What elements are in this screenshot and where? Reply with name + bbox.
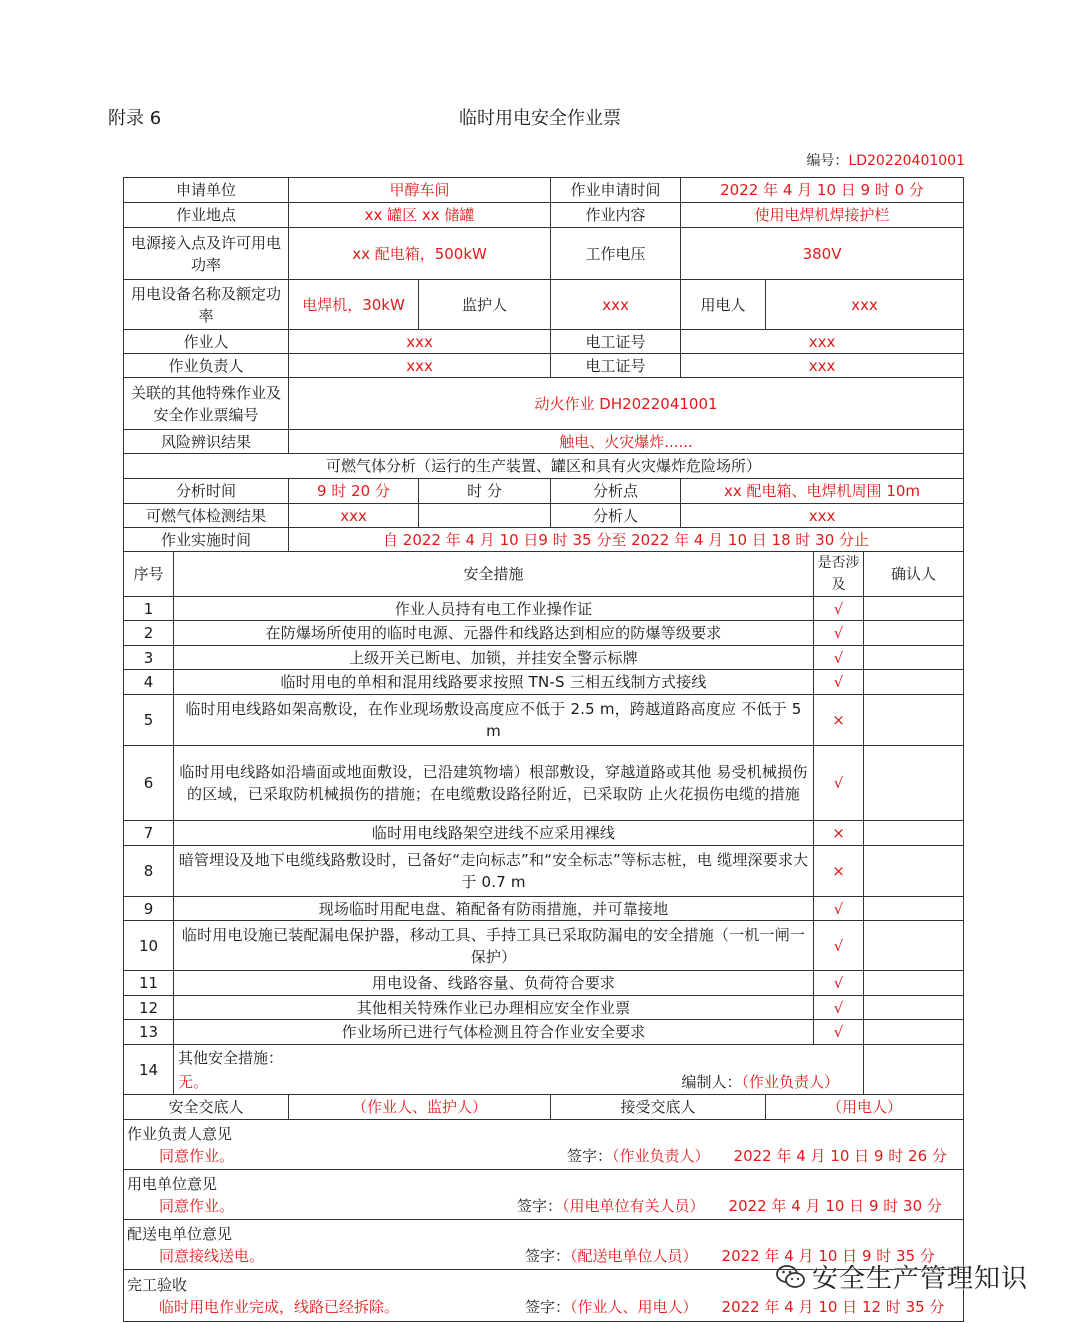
device-label: 用电设备名称及额定功率 <box>124 280 289 330</box>
signer: （用电单位有关人员） <box>562 1196 705 1215</box>
measure-text: 其他相关特殊作业已办理相应安全作业票 <box>174 996 814 1020</box>
opinion-signature <box>567 1145 947 1167</box>
sign-date: 2022 年 4 月 10 日 12 时 35 分 <box>721 1297 945 1316</box>
measure-no: 2 <box>124 621 174 646</box>
apply-time-value: 2022 年 4 月 10 日 9 时 0 分 <box>681 178 964 203</box>
opinion-label: 用电单位意见 <box>127 1174 218 1193</box>
work-period-label: 作业实施时间 <box>124 528 289 552</box>
measure-involved-mark: √ <box>814 996 864 1020</box>
document-number-label: 编号： <box>806 153 849 169</box>
sign-label: 签字： <box>525 1246 571 1265</box>
apply-time-label: 作业申请时间 <box>551 178 681 203</box>
row-risk <box>124 430 964 454</box>
measure-no: 7 <box>124 821 174 846</box>
measure-involved-mark: √ <box>814 597 864 621</box>
gas-result-label: 可燃气体检测结果 <box>124 504 289 528</box>
watermark <box>776 1258 1028 1295</box>
opinion-label: 作业负责人意见 <box>127 1124 233 1143</box>
measure-no: 11 <box>124 971 174 996</box>
measure-confirmer <box>864 921 964 971</box>
row-handover <box>124 1095 964 1120</box>
measure-text: 暗管埋设及地下电缆线路敷设时，已备好“走向标志”和“安全标志”等标志桩，电 缆埋深要求大于 0.7 m <box>174 846 814 897</box>
measure-involved-mark: √ <box>814 971 864 996</box>
sign-date: 2022 年 4 月 10 日 9 时 30 分 <box>728 1196 942 1215</box>
measure-confirmer <box>864 846 964 897</box>
measure-text: 作业人员持有电工作业操作证 <box>174 597 814 621</box>
page-title: 临时用电安全作业票 <box>459 108 621 129</box>
row-location <box>124 203 964 228</box>
handover-receiver-label: 接受交底人 <box>551 1095 766 1120</box>
signer: （配送电单位人员） <box>570 1246 698 1265</box>
measure-text: 上级开关已断电、加锁，并挂安全警示标牌 <box>174 646 814 670</box>
leader-cert-value: xxx <box>681 354 964 378</box>
other-measures-cell <box>174 1045 864 1095</box>
worker-cert-label: 电工证号 <box>551 330 681 354</box>
applicant-unit-value: 甲醇车间 <box>289 178 551 203</box>
analysis-time-label: 分析时间 <box>124 479 289 504</box>
row-period <box>124 528 964 552</box>
measure-row <box>124 646 964 670</box>
measure-text: 临时用电设施已装配漏电保护器，移动工具、手持工具已采取防漏电的安全措施（一机一闸一保护） <box>174 921 814 971</box>
opinion-signature <box>525 1296 944 1318</box>
measure-confirmer <box>864 897 964 921</box>
measure-no: 14 <box>124 1045 174 1095</box>
measure-text: 临时用电线路如架高敷设，在作业现场敷设高度应不低于 2.5 m，跨越道路高度应 不低于 5 m <box>174 695 814 746</box>
related-label: 关联的其他特殊作业及安全作业票编号 <box>124 378 289 430</box>
leader-label: 作业负责人 <box>124 354 289 378</box>
row-opinion-leader <box>124 1120 964 1170</box>
analysis-time-value: 9 时 20 分 <box>289 479 419 504</box>
measure-row <box>124 897 964 921</box>
wechat-icon <box>776 1264 806 1290</box>
measure-no: 4 <box>124 670 174 695</box>
analysis-point-value: xx 配电箱、电焊机周围 10m <box>681 479 964 504</box>
measure-involved-mark: √ <box>814 746 864 821</box>
measure-involved-mark: × <box>814 846 864 897</box>
row-measures-header <box>124 552 964 597</box>
row-gas-header <box>124 454 964 479</box>
leader-cert-label: 电工证号 <box>551 354 681 378</box>
power-point-label: 电源接入点及许可用电功率 <box>124 228 289 280</box>
measure-row <box>124 1020 964 1045</box>
worker-value: xxx <box>289 330 551 354</box>
opinion-value: 同意接线送电。 <box>159 1246 265 1265</box>
gas-result-value: xxx <box>289 504 419 528</box>
analyst-value: xxx <box>681 504 964 528</box>
measure-text: 现场临时用配电盘、箱配备有防雨措施，并可靠接地 <box>174 897 814 921</box>
measure-confirmer <box>864 821 964 846</box>
compiler <box>682 1071 840 1093</box>
content-label: 作业内容 <box>551 203 681 228</box>
col-header-no: 序号 <box>124 552 174 597</box>
opinion-signature <box>517 1195 942 1217</box>
measure-involved-mark: × <box>814 695 864 746</box>
opinion-cell <box>124 1170 964 1220</box>
row-gas-time <box>124 479 964 504</box>
measure-row <box>124 996 964 1020</box>
location-value: xx 罐区 xx 储罐 <box>289 203 551 228</box>
sign-label: 签字： <box>517 1196 563 1215</box>
measure-row <box>124 971 964 996</box>
measure-no: 10 <box>124 921 174 971</box>
document-number <box>806 150 965 170</box>
risk-label: 风险辨识结果 <box>124 430 289 454</box>
measure-involved-mark: √ <box>814 646 864 670</box>
measure-no: 5 <box>124 695 174 746</box>
measure-text: 用电设备、线路容量、负荷符合要求 <box>174 971 814 996</box>
measure-row <box>124 670 964 695</box>
measure-involved-mark: √ <box>814 921 864 971</box>
analysis-point-label: 分析点 <box>551 479 681 504</box>
measure-text: 临时用电线路架空进线不应采用裸线 <box>174 821 814 846</box>
col-header-confirmer: 确认人 <box>864 552 964 597</box>
opinion-value: 同意作业。 <box>159 1196 235 1215</box>
related-value: 动火作业 DH2022041001 <box>289 378 964 430</box>
sign-label: 签字： <box>567 1146 613 1165</box>
measure-involved-mark: √ <box>814 670 864 695</box>
measure-text: 临时用电线路如沿墙面或地面敷设，已沿建筑物墙）根部敷设，穿越道路或其他 易受机械损伤的区域，已采取防机械损伤的措施；在电缆敷设路径附近，已采取防 止火花损伤电缆的措施 <box>174 746 814 821</box>
handover-receiver-value: （用电人） <box>766 1095 964 1120</box>
measure-text: 临时用电的单相和混用线路要求按照 TN-S 三相五线制方式接线 <box>174 670 814 695</box>
watermark-text: 安全生产管理知识 <box>812 1264 1029 1294</box>
measure-confirmer <box>864 971 964 996</box>
measure-confirmer <box>864 597 964 621</box>
col-header-involved: 是否涉及 <box>814 552 864 597</box>
measure-confirmer <box>864 1045 964 1095</box>
worker-label: 作业人 <box>124 330 289 354</box>
other-measures-value: 无。 <box>178 1072 209 1091</box>
gas-result-blank <box>419 504 551 528</box>
voltage-label: 工作电压 <box>551 228 681 280</box>
opinion-value: 同意作业。 <box>159 1146 235 1165</box>
location-label: 作业地点 <box>124 203 289 228</box>
device-value: 电焊机，30kW <box>289 280 419 330</box>
handover-giver-label: 安全交底人 <box>124 1095 289 1120</box>
measure-confirmer <box>864 621 964 646</box>
row-other-measures <box>124 1045 964 1095</box>
measure-text: 在防爆场所使用的临时电源、元器件和线路达到相应的防爆等级要求 <box>174 621 814 646</box>
sign-date: 2022 年 4 月 10 日 9 时 35 分 <box>721 1246 935 1265</box>
opinion-label: 完工验收 <box>127 1275 188 1294</box>
guardian-label: 监护人 <box>419 280 551 330</box>
measure-confirmer <box>864 746 964 821</box>
row-worker <box>124 330 964 354</box>
measure-row <box>124 746 964 821</box>
other-measures-label: 其他安全措施： <box>178 1048 284 1067</box>
measure-confirmer <box>864 646 964 670</box>
measure-no: 3 <box>124 646 174 670</box>
appendix-label: 附录 6 <box>108 108 162 129</box>
worker-cert-value: xxx <box>681 330 964 354</box>
measure-row <box>124 621 964 646</box>
measure-no: 12 <box>124 996 174 1020</box>
measure-text: 作业场所已进行气体检测且符合作业安全要求 <box>174 1020 814 1045</box>
row-gas-result <box>124 504 964 528</box>
leader-value: xxx <box>289 354 551 378</box>
content-value: 使用电焊机焊接护栏 <box>681 203 964 228</box>
col-header-measure: 安全措施 <box>174 552 814 597</box>
sign-label: 签字： <box>525 1297 571 1316</box>
row-power-point <box>124 228 964 280</box>
gas-analysis-header: 可燃气体分析（运行的生产装置、罐区和具有火灾爆炸危险场所） <box>124 454 964 479</box>
signer: （作业负责人） <box>612 1146 710 1165</box>
measure-no: 13 <box>124 1020 174 1045</box>
measure-confirmer <box>864 996 964 1020</box>
compiler-value: （作业负责人） <box>741 1072 840 1091</box>
measure-row <box>124 695 964 746</box>
measure-no: 8 <box>124 846 174 897</box>
work-period-value: 自 2022 年 4 月 10 日9 时 35 分至 2022 年 4 月 10 日 18 时 30 分止 <box>289 528 964 552</box>
row-device <box>124 280 964 330</box>
signer: （作业人、用电人） <box>570 1297 698 1316</box>
user-value: xxx <box>766 280 964 330</box>
power-point-value: xx 配电箱，500kW <box>289 228 551 280</box>
measure-confirmer <box>864 670 964 695</box>
measure-no: 9 <box>124 897 174 921</box>
measure-no: 1 <box>124 597 174 621</box>
document-number-value: LD20220401001 <box>848 153 965 169</box>
user-label: 用电人 <box>681 280 766 330</box>
measure-involved-mark: √ <box>814 621 864 646</box>
row-applicant <box>124 178 964 203</box>
applicant-unit-label: 申请单位 <box>124 178 289 203</box>
row-leader <box>124 354 964 378</box>
opinion-label: 配送电单位意见 <box>127 1224 233 1243</box>
measure-row <box>124 921 964 971</box>
handover-giver-value: （作业人、监护人） <box>289 1095 551 1120</box>
guardian-value: xxx <box>551 280 681 330</box>
measure-confirmer <box>864 695 964 746</box>
analysis-time-blank: 时 分 <box>419 479 551 504</box>
measure-row <box>124 846 964 897</box>
measure-involved-mark: √ <box>814 1020 864 1045</box>
measure-involved-mark: × <box>814 821 864 846</box>
risk-value: 触电、火灾爆炸...... <box>289 430 964 454</box>
opinion-value: 临时用电作业完成，线路已经拆除。 <box>159 1297 400 1316</box>
measure-row <box>124 821 964 846</box>
row-opinion-user-unit <box>124 1170 964 1220</box>
sign-date: 2022 年 4 月 10 日 9 时 26 分 <box>733 1146 947 1165</box>
measure-confirmer <box>864 1020 964 1045</box>
compiler-label: 编制人： <box>681 1072 742 1091</box>
voltage-value: 380V <box>681 228 964 280</box>
measure-row <box>124 597 964 621</box>
row-related <box>124 378 964 430</box>
permit-form <box>123 177 964 1322</box>
measure-involved-mark: √ <box>814 897 864 921</box>
analyst-label: 分析人 <box>551 504 681 528</box>
opinion-cell <box>124 1120 964 1170</box>
measure-no: 6 <box>124 746 174 821</box>
